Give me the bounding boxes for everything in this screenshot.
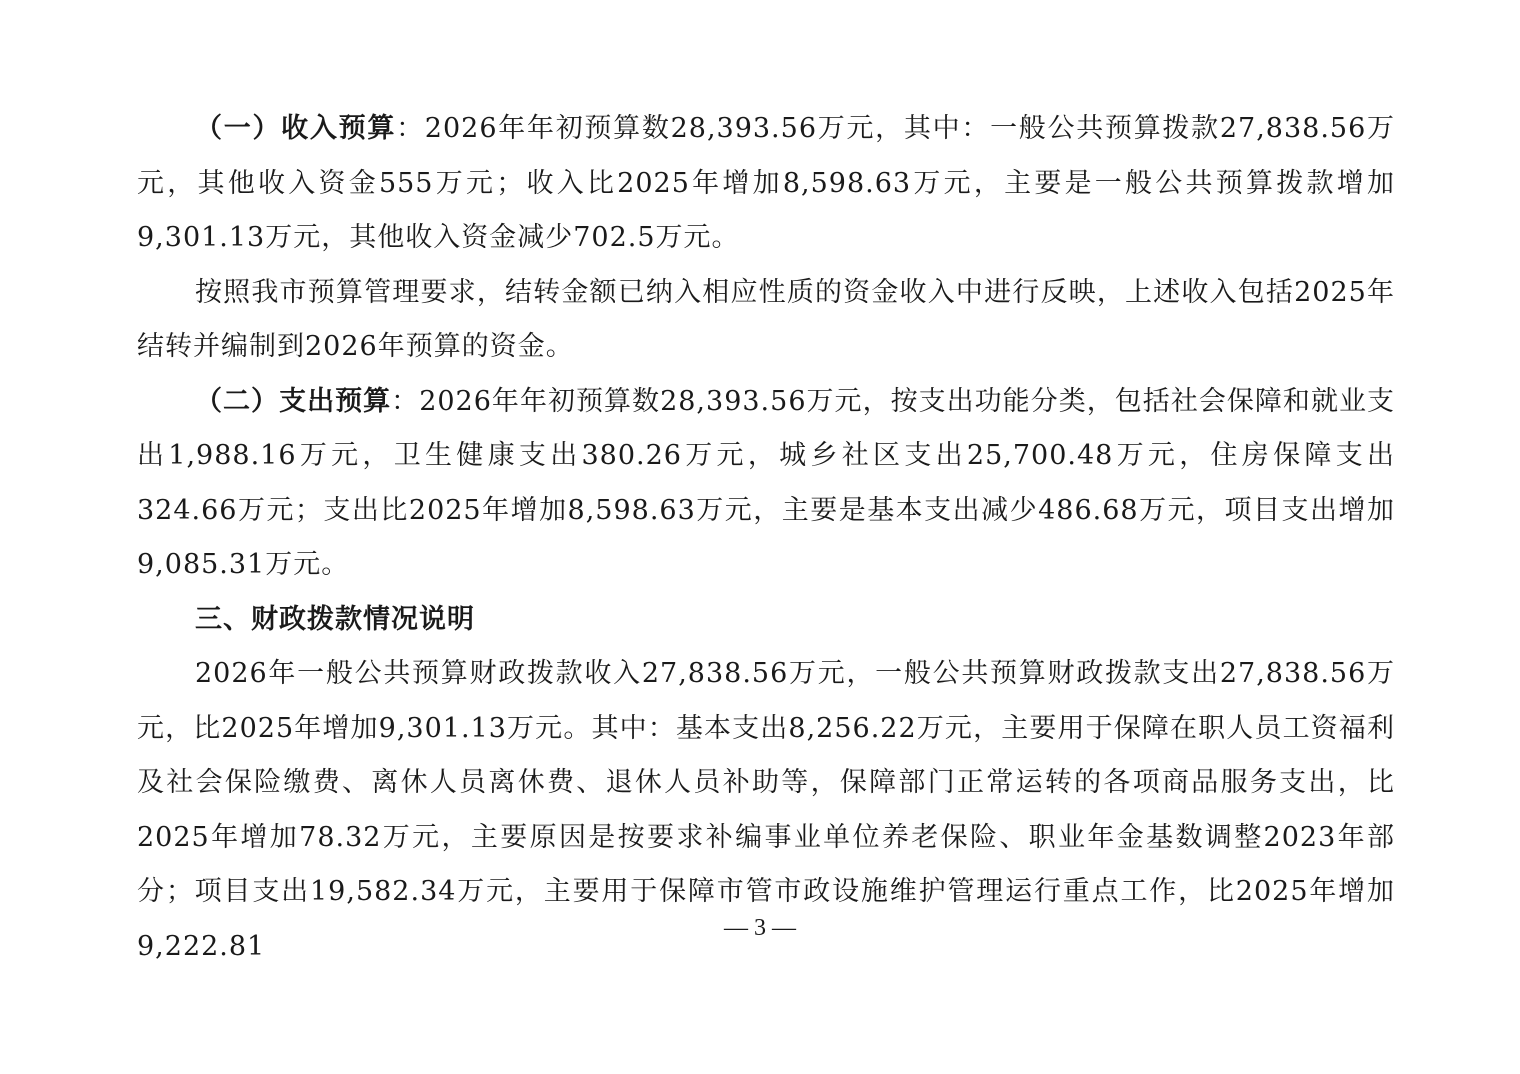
page-number: — 3 —: [724, 915, 796, 941]
income-budget-heading: （一）收入预算: [195, 113, 397, 144]
income-budget-text: ：2026年年初预算数28,393.56万元，其中：一般公共预算拨款27,838.56万元，其他收入资金555万元；收入比2025年增加8,598.63万元，主要是一般公共预算拨款增加9,301.13万元，其他收入资金减少702.5万元。: [137, 113, 1395, 253]
expenditure-budget-paragraph: [137, 375, 1395, 593]
expenditure-budget-heading: （二）支出预算: [195, 385, 392, 417]
carryover-paragraph: 按照我市预算管理要求，结转金额已纳入相应性质的资金收入中进行反映，上述收入包括2025年结转并编制到2026年预算的资金。: [137, 276, 1395, 362]
section-three-heading: 三、财政拨款情况说明: [195, 603, 475, 635]
appropriation-paragraph: 2026年一般公共预算财政拨款收入27,838.56万元，一般公共预算财政拨款支出27,838.56万元，比2025年增加9,301.13万元。其中：基本支出8,256.22万元，主要用于保障在职人员工资福利及社会保险缴费、离休人员离休费、退休人员补助等，保障部门正常运转的各项商品服务支出，比2025年增加78.32万元，主要原因是按要求补编事业单位养老保险、职业年金基数调整2023年部分；项目支出19,582.34万元，主要用于保障市管市政设施维护管理运行重点工作，比2025年增加9,222.81: [137, 658, 1395, 962]
document-page: [137, 102, 1395, 974]
income-budget-paragraph: [137, 102, 1395, 266]
expenditure-budget-text: ：2026年年初预算数28,393.56万元，按支出功能分类，包括社会保障和就业支出1,988.16万元，卫生健康支出380.26万元，城乡社区支出25,700.48万元，住房保障支出324.66万元；支出比2025年增加8,598.63万元，主要是基本支出减少486.68万元，项目支出增加9,085.31万元。: [137, 385, 1396, 580]
